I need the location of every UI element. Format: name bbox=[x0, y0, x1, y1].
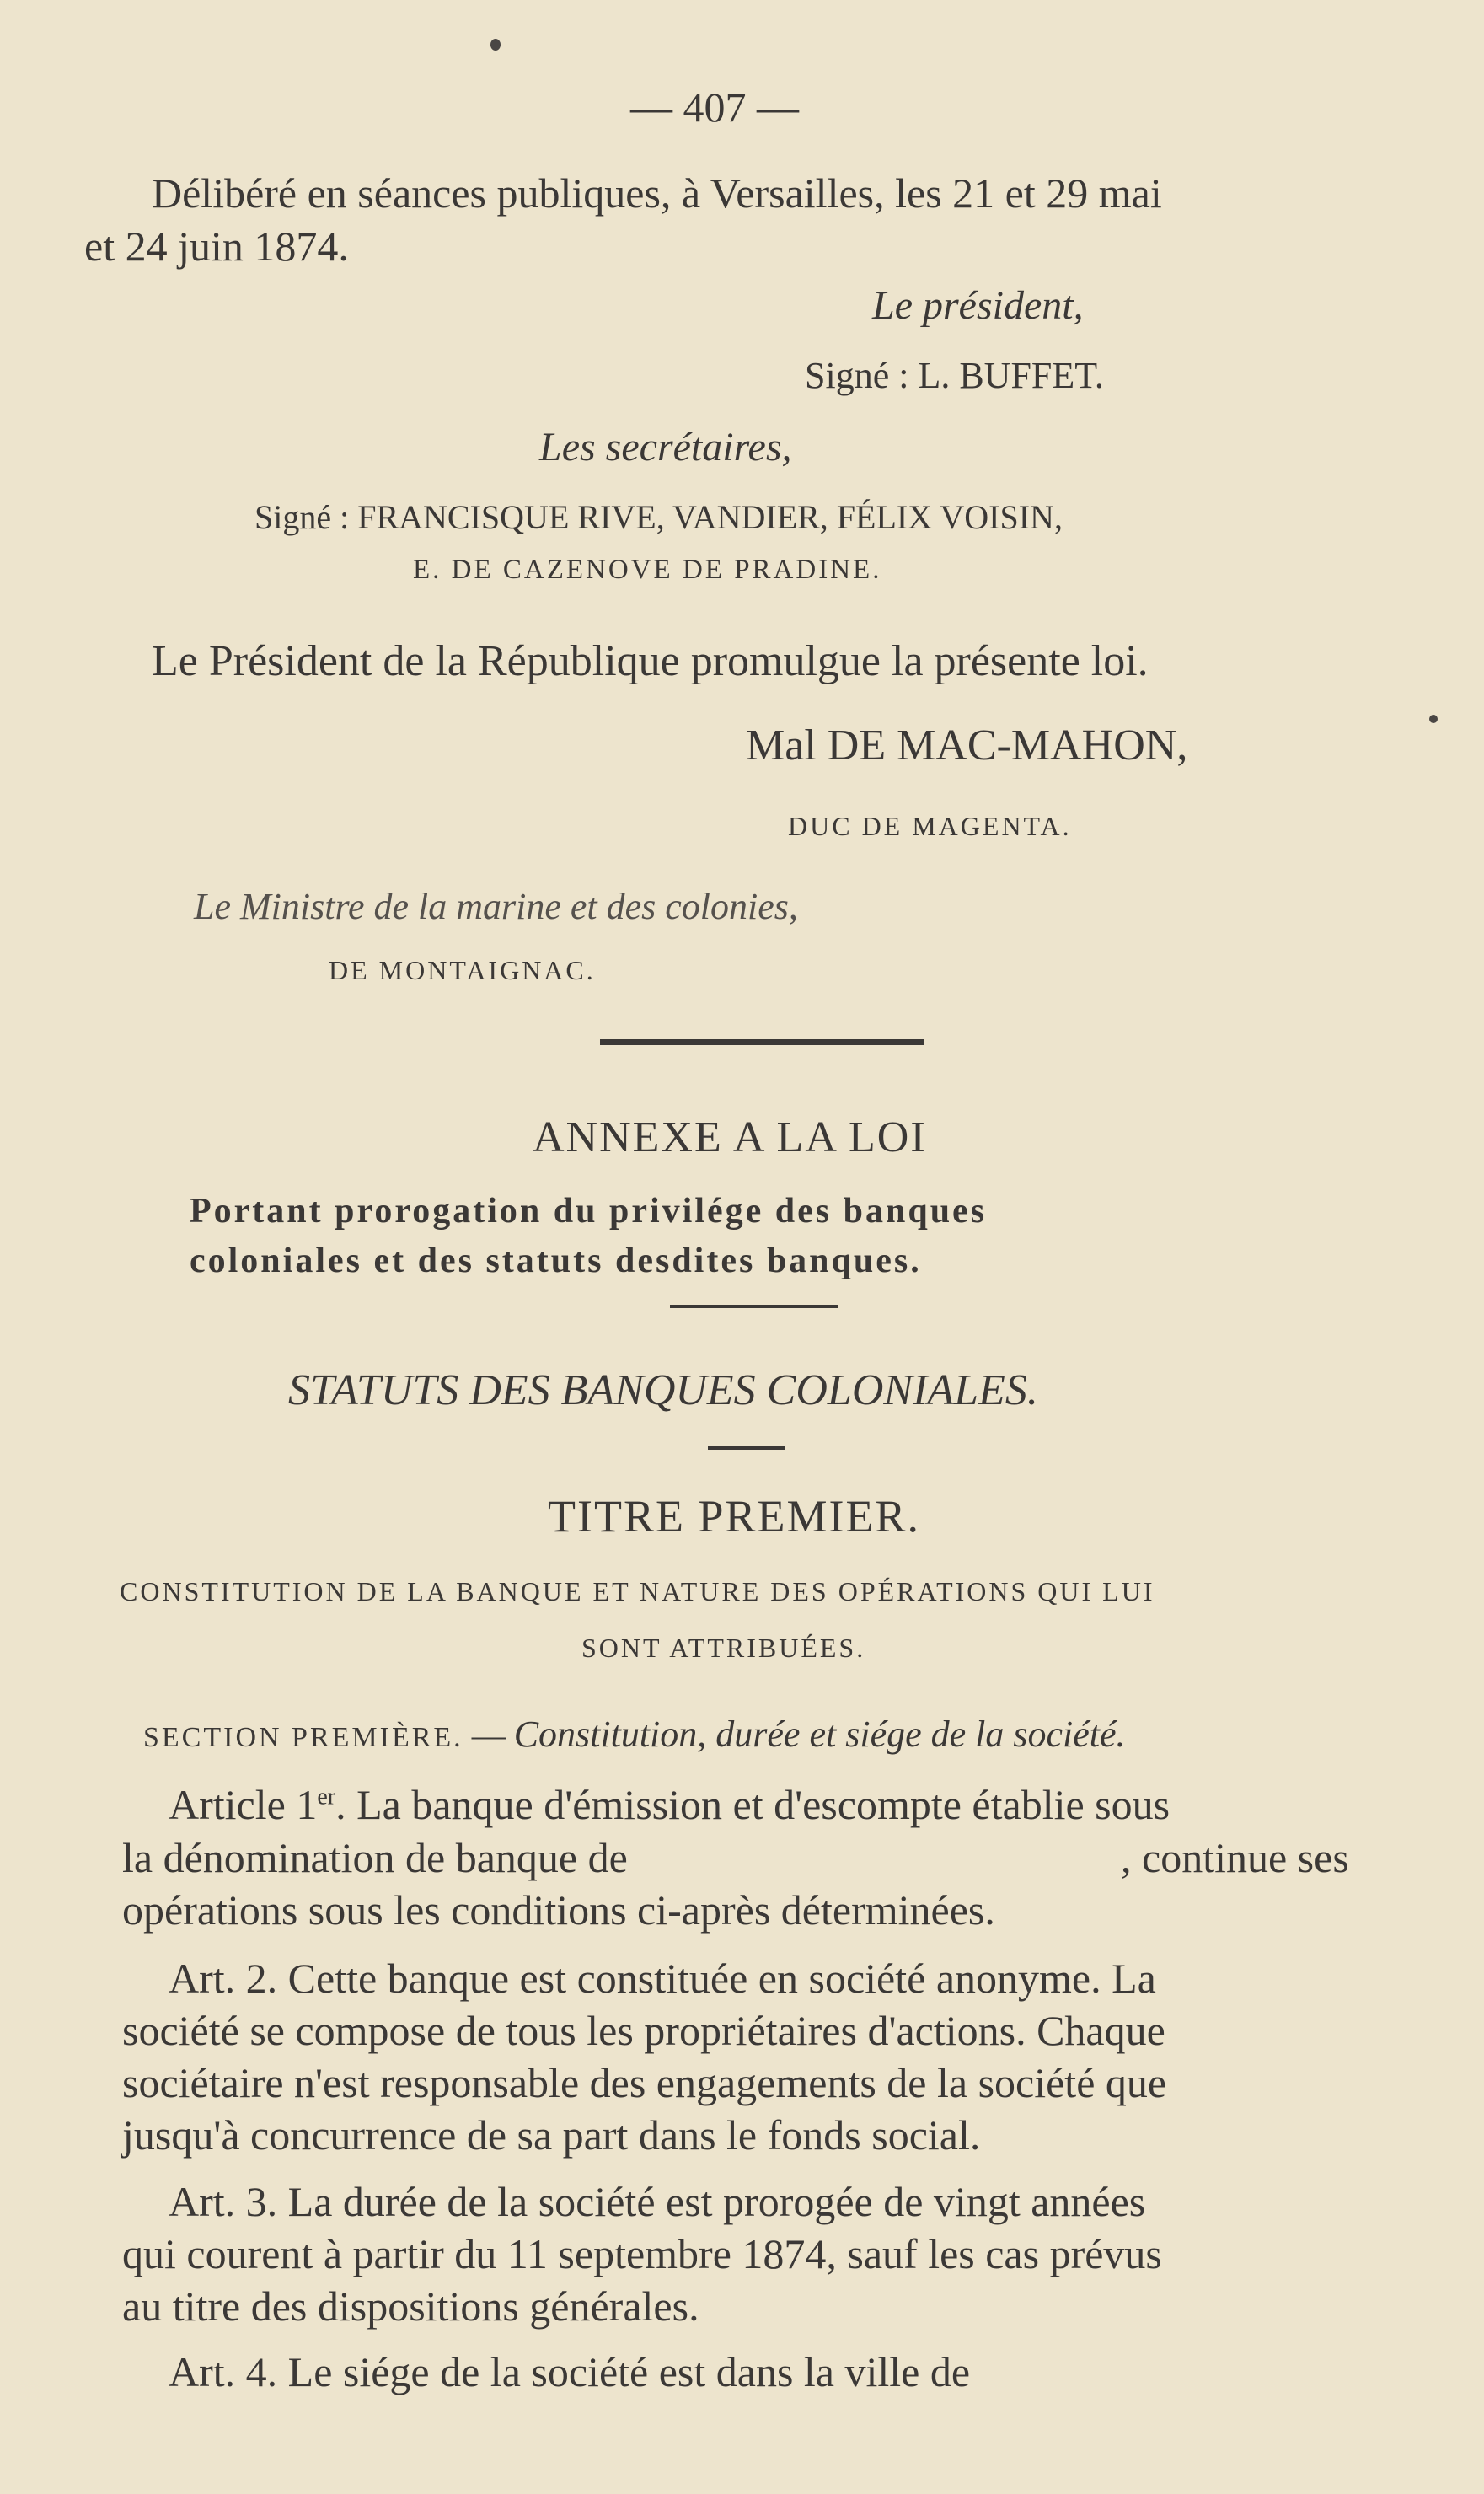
secretaries-signature-line-2: E. DE CAZENOVE DE PRADINE. bbox=[413, 555, 882, 585]
marshal-name: DE MAC-MAHON, bbox=[816, 721, 1188, 770]
promulgation-text: Le Président de la République promulgue la présente loi. bbox=[152, 637, 1149, 685]
page-number: — 407 — bbox=[630, 83, 799, 131]
article-3-line-3: au titre des dispositions générales. bbox=[122, 2282, 699, 2330]
statutes-heading: STATUTS DES BANQUES COLONIALES. bbox=[288, 1366, 1038, 1414]
annex-subtitle-line-1: Portant prorogation du privilége des banques bbox=[190, 1192, 988, 1231]
minister-title: Le Ministre de la marine et des colonies, bbox=[194, 886, 798, 927]
secretaries-title: Les secrétaires, bbox=[539, 425, 792, 469]
article-2-line-2: société se compose de tous les propriétaires d'actions. Chaque bbox=[122, 2007, 1165, 2054]
article-3-line-2: qui courent à partir du 11 septembre 1874, sauf les cas prévus bbox=[122, 2230, 1162, 2277]
marshal-prefix: Mal bbox=[746, 721, 817, 770]
president-signature: Signé : L. BUFFET. bbox=[805, 355, 1104, 396]
article-2-line-3: sociétaire n'est responsable des engagements de la société que bbox=[122, 2059, 1167, 2106]
title-subject-line-1: CONSTITUTION DE LA BANQUE ET NATURE DES OPÉRATIONS QUI LUI bbox=[120, 1576, 1155, 1606]
section-label: SECTION PREMIÈRE. bbox=[143, 1722, 463, 1753]
section-divider bbox=[600, 1039, 924, 1045]
annex-heading: ANNEXE A LA LOI bbox=[533, 1113, 927, 1161]
marshal-signature bbox=[746, 721, 1187, 770]
article-1-line-3: opérations sous les conditions ci-après déterminées. bbox=[122, 1886, 995, 1934]
annex-divider bbox=[670, 1305, 838, 1308]
ink-speck bbox=[490, 39, 501, 51]
annex-subtitle-line-2: coloniales et des statuts desdites banques. bbox=[190, 1242, 922, 1280]
article-1-text: . La banque d'émission et d'escompte établie sous bbox=[335, 1781, 1171, 1828]
president-title: Le président, bbox=[872, 283, 1084, 328]
title-heading: TITRE PREMIER. bbox=[548, 1491, 920, 1542]
article-2-line-4: jusqu'à concurrence de sa part dans le fonds social. bbox=[122, 2111, 981, 2159]
section-title: Constitution, durée et siége de la société. bbox=[513, 1714, 1126, 1755]
article-1-line-2-right: , continue ses bbox=[1121, 1834, 1349, 1881]
deliberation-line-1: Délibéré en séances publiques, à Versailles, les 21 et 29 mai bbox=[152, 169, 1162, 217]
article-1-line-2-left: la dénomination de banque de bbox=[122, 1834, 628, 1881]
statutes-divider bbox=[708, 1446, 785, 1450]
title-subject-line-2: SONT ATTRIBUÉES. bbox=[581, 1633, 866, 1663]
article-4-line-1: Art. 4. Le siége de la société est dans la ville de bbox=[169, 2348, 971, 2395]
secretaries-signature-line-1: Signé : FRANCISQUE RIVE, VANDIER, FÉLIX VOISIN, bbox=[254, 498, 1063, 536]
deliberation-line-2: et 24 juin 1874. bbox=[84, 223, 349, 270]
article-3-line-1: Art. 3. La durée de la société est prorogée de vingt années bbox=[169, 2178, 1146, 2225]
article-1-superscript: er bbox=[317, 1783, 336, 1810]
marshal-title: DUC DE MAGENTA. bbox=[788, 811, 1072, 841]
section-heading bbox=[143, 1713, 1126, 1756]
article-1-prefix: Article 1 bbox=[169, 1781, 318, 1828]
section-dash: — bbox=[463, 1716, 514, 1754]
minister-name: DE MONTAIGNAC. bbox=[329, 955, 596, 985]
article-1-line-1 bbox=[169, 1780, 1170, 1829]
ink-speck bbox=[1429, 715, 1438, 723]
article-2-line-1: Art. 2. Cette banque est constituée en société anonyme. La bbox=[169, 1955, 1156, 2002]
